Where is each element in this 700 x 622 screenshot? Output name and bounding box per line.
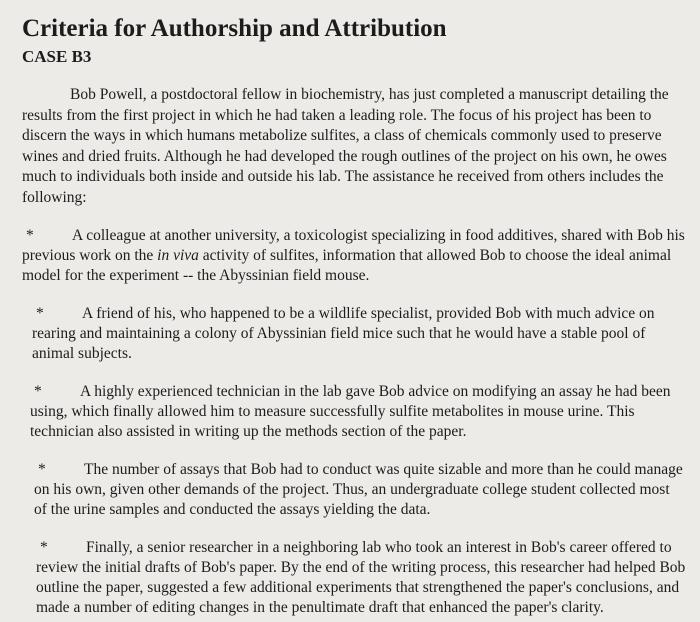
case-id: CASE B3 [22, 47, 92, 66]
bullet-text: A friend of his, who happened to be a wildlife specialist, provided Bob with much advice on rearing and maintaining a colony of Abyssinian field mice such that he would have a stable pool of animal subjects. [32, 305, 655, 362]
bullet-item-student [22, 460, 686, 520]
bullet-item-friend [22, 304, 686, 364]
bullet-text-after: activity of sulfites, information that allowed Bob to choose the ideal animal model for the experiment -- the Abyssinian field mouse. [22, 247, 672, 284]
bullet-star-icon: * [26, 227, 34, 244]
bullet-item-senior-researcher [22, 538, 686, 618]
bullet-item-colleague [22, 226, 686, 286]
bullet-text: Finally, a senior researcher in a neighboring lab who took an interest in Bob's career offered to review the initial drafts of Bob's paper. By the end of the writing process, this researcher had helped Bob outline the paper, suggested a few additional experiments that strengthened the paper's conclusions, and made a number of editing changes in the penultimate draft that enhanced the paper's clarity. [36, 539, 686, 616]
bullet-star-icon: * [38, 461, 46, 478]
bullet-star-icon: * [40, 539, 48, 556]
bullet-star-icon: * [36, 305, 44, 322]
document-title: Criteria for Authorship and Attribution [22, 15, 447, 42]
bullet-text-before: A colleague at another university, a toxicologist specializing in food additives, shared with Bob his previous work on the [22, 227, 685, 264]
bullet-text: A highly experienced technician in the lab gave Bob advice on modifying an assay he had been using, which finally allowed him to measure successfully sulfite metabolites in mouse urine. This technician also assisted in writing up the methods section of the paper. [30, 383, 671, 440]
bullet-text: The number of assays that Bob had to conduct was quite sizable and more than he could manage on his own, given other demands of the project. Thus, an undergraduate college student collected most of the urine samples and conducted the assays yielding the data. [34, 461, 683, 518]
intro-paragraph: Bob Powell, a postdoctoral fellow in biochemistry, has just completed a manuscript detailing the results from the first project in which he had taken a leading role. The focus of his project has been to discern the ways in which humans metabolize sulfites, a class of chemicals commonly used to preserve wines and dried fruits. Although he had developed the rough outlines of the project on his own, he owes much to individuals both inside and outside his lab. The assistance he received from others includes the following: [22, 86, 669, 206]
bullet-star-icon: * [34, 383, 42, 400]
bullet-item-technician [22, 382, 686, 442]
bullet-emphasis: in viva [157, 247, 199, 264]
